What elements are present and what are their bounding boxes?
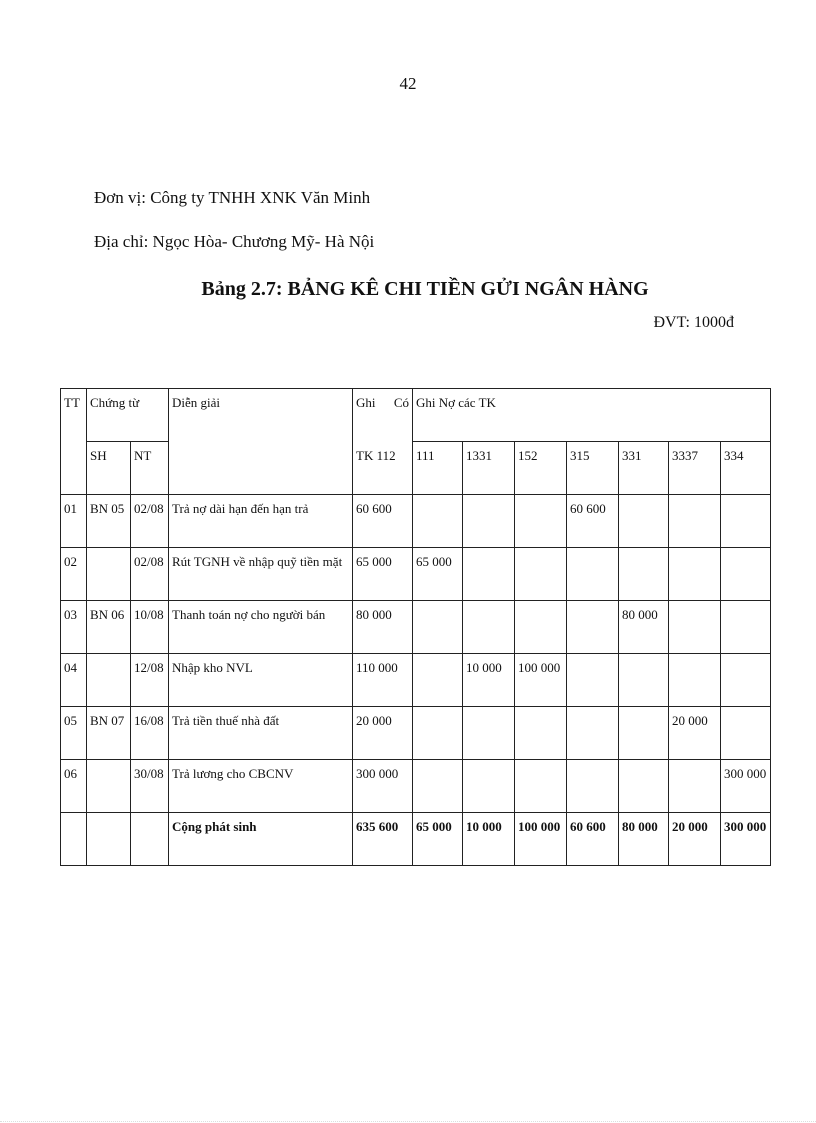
cell-152: 100 000 [515, 654, 567, 707]
cell-152 [515, 760, 567, 813]
company-address: Địa chỉ: Ngọc Hòa- Chương Mỹ- Hà Nội [94, 232, 375, 251]
cell-tk112: 80 000 [353, 601, 413, 654]
cell-334 [721, 601, 771, 654]
cell-desc: Trả nợ dài hạn đến hạn trả [169, 495, 353, 548]
cell-nt: 02/08 [131, 548, 169, 601]
header-acct-3337: 3337 [669, 442, 721, 495]
header-acct-334: 334 [721, 442, 771, 495]
cell-152 [515, 601, 567, 654]
cell-tt: 01 [61, 495, 87, 548]
total-315: 60 600 [567, 813, 619, 866]
cell-desc: Trả tiền thuế nhà đất [169, 707, 353, 760]
cell-desc: Rút TGNH về nhập quỹ tiền mặt [169, 548, 353, 601]
cell-315 [567, 760, 619, 813]
total-3337: 20 000 [669, 813, 721, 866]
cell-3337 [669, 760, 721, 813]
cell-331 [619, 495, 669, 548]
total-334: 300 000 [721, 813, 771, 866]
header-row-2 [61, 442, 771, 495]
header-acct-315: 315 [567, 442, 619, 495]
cell-nt: 10/08 [131, 601, 169, 654]
table-row [61, 601, 771, 654]
cell-tk112: 300 000 [353, 760, 413, 813]
cell-1331 [463, 495, 515, 548]
cell-nt: 30/08 [131, 760, 169, 813]
cell-tk112: 110 000 [353, 654, 413, 707]
cell-315: 60 600 [567, 495, 619, 548]
page-bottom-divider [0, 1121, 816, 1122]
cell-334 [721, 495, 771, 548]
cell-315 [567, 601, 619, 654]
cell-315 [567, 654, 619, 707]
document-title: Bảng 2.7: BẢNG KÊ CHI TIỀN GỬI NGÂN HÀNG [201, 278, 649, 300]
cell-tk112: 60 600 [353, 495, 413, 548]
total-label: Cộng phát sinh [169, 813, 353, 866]
header-ghi-co [353, 389, 413, 442]
cell-desc: Nhập kho NVL [169, 654, 353, 707]
bank-payment-table [60, 388, 771, 866]
header-acct-1331: 1331 [463, 442, 515, 495]
header-nt: NT [131, 442, 169, 495]
total-tk112: 635 600 [353, 813, 413, 866]
header-acct-331: 331 [619, 442, 669, 495]
cell-111: 65 000 [413, 548, 463, 601]
cell-315 [567, 548, 619, 601]
cell-tt: 04 [61, 654, 87, 707]
total-row [61, 813, 771, 866]
cell-nt: 02/08 [131, 495, 169, 548]
cell-334 [721, 654, 771, 707]
cell-tt: 03 [61, 601, 87, 654]
cell-desc: Thanh toán nợ cho người bán [169, 601, 353, 654]
cell-nt: 12/08 [131, 654, 169, 707]
cell-1331 [463, 760, 515, 813]
cell-sh [87, 548, 131, 601]
cell-3337 [669, 548, 721, 601]
table-row [61, 548, 771, 601]
header-dien-giai: Diễn giải [169, 389, 353, 495]
page-number: 42 [399, 74, 417, 93]
cell-1331: 10 000 [463, 654, 515, 707]
cell-3337 [669, 495, 721, 548]
header-ghi-no: Ghi Nợ các TK [413, 389, 771, 442]
cell-1331 [463, 601, 515, 654]
total-331: 80 000 [619, 813, 669, 866]
cell-3337 [669, 654, 721, 707]
cell-331 [619, 760, 669, 813]
cell-111 [413, 760, 463, 813]
cell-111 [413, 707, 463, 760]
table-row [61, 760, 771, 813]
cell-sh: BN 07 [87, 707, 131, 760]
cell-152 [515, 707, 567, 760]
cell-sh [87, 654, 131, 707]
cell-tt: 02 [61, 548, 87, 601]
table-row [61, 707, 771, 760]
cell-nt: 16/08 [131, 707, 169, 760]
header-tk112: TK 112 [353, 442, 413, 495]
header-sh: SH [87, 442, 131, 495]
cell-desc: Trả lương cho CBCNV [169, 760, 353, 813]
header-ghi-co-a: Ghi [356, 395, 376, 410]
total-empty-tt [61, 813, 87, 866]
cell-334 [721, 548, 771, 601]
cell-111 [413, 601, 463, 654]
header-acct-111: 111 [413, 442, 463, 495]
cell-331 [619, 654, 669, 707]
cell-334 [721, 707, 771, 760]
cell-331: 80 000 [619, 601, 669, 654]
cell-111 [413, 654, 463, 707]
cell-334: 300 000 [721, 760, 771, 813]
cell-331 [619, 707, 669, 760]
total-empty-sh [87, 813, 131, 866]
header-acct-152: 152 [515, 442, 567, 495]
total-111: 65 000 [413, 813, 463, 866]
total-152: 100 000 [515, 813, 567, 866]
cell-tt: 06 [61, 760, 87, 813]
cell-tk112: 20 000 [353, 707, 413, 760]
cell-tt: 05 [61, 707, 87, 760]
table-row [61, 654, 771, 707]
cell-111 [413, 495, 463, 548]
cell-1331 [463, 548, 515, 601]
cell-152 [515, 495, 567, 548]
cell-sh [87, 760, 131, 813]
header-chung-tu: Chứng từ [87, 389, 169, 442]
cell-3337 [669, 601, 721, 654]
header-ghi-co-b: Có [393, 395, 409, 410]
cell-315 [567, 707, 619, 760]
table-row [61, 495, 771, 548]
header-tt: TT [61, 389, 87, 495]
cell-sh: BN 06 [87, 601, 131, 654]
unit-of-measure: ĐVT: 1000đ [653, 314, 734, 331]
cell-sh: BN 05 [87, 495, 131, 548]
cell-3337: 20 000 [669, 707, 721, 760]
header-row-1 [61, 389, 771, 442]
cell-152 [515, 548, 567, 601]
total-empty-nt [131, 813, 169, 866]
cell-1331 [463, 707, 515, 760]
cell-tk112: 65 000 [353, 548, 413, 601]
cell-331 [619, 548, 669, 601]
company-unit: Đơn vị: Công ty TNHH XNK Văn Minh [94, 188, 371, 207]
total-1331: 10 000 [463, 813, 515, 866]
